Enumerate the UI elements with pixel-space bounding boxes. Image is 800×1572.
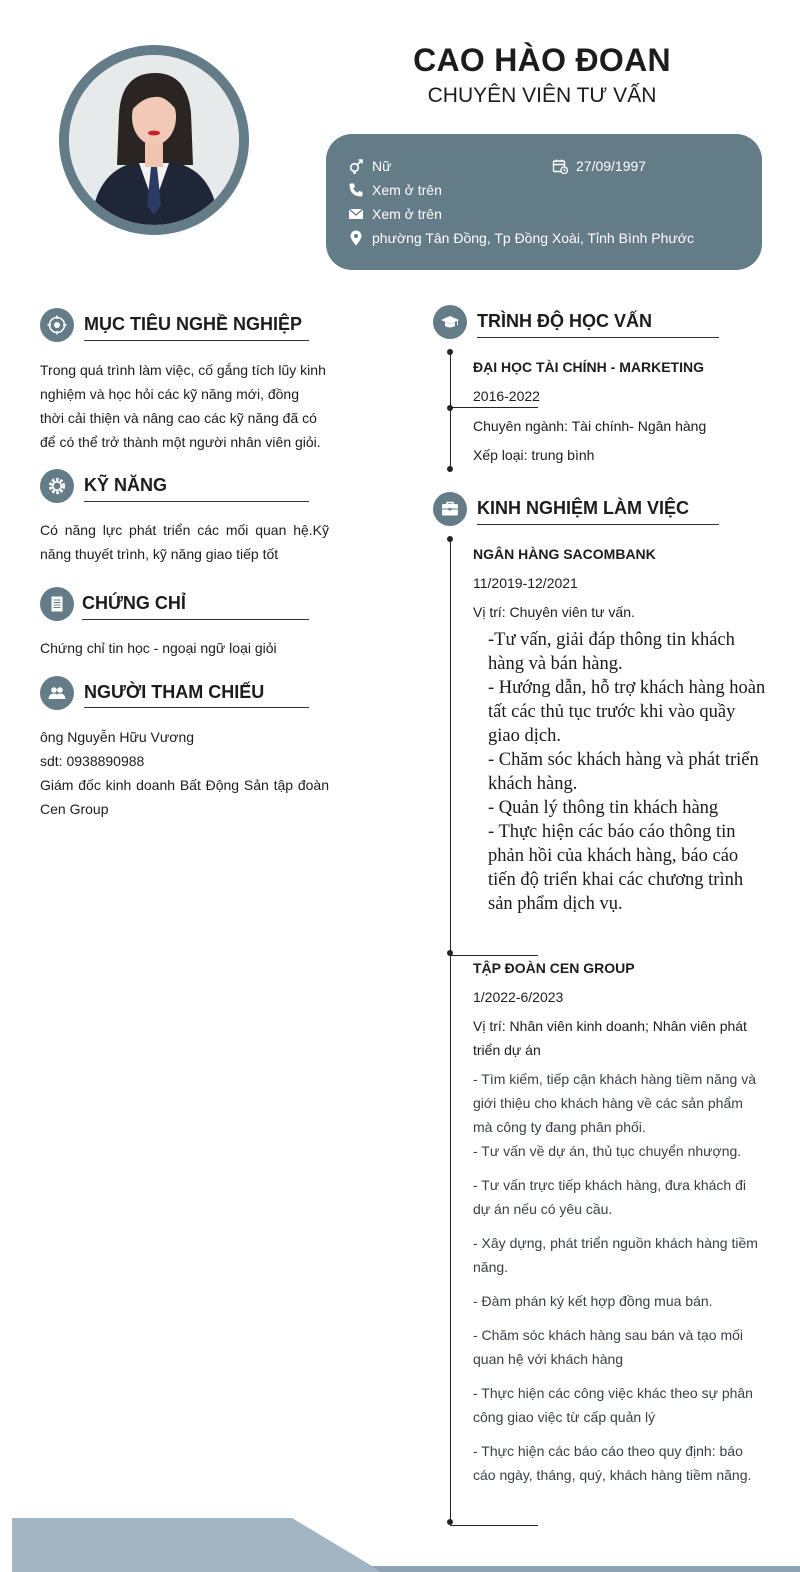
job-description-line: khách hàng. [488,774,578,794]
timeline-dot [447,466,453,472]
dob-row [552,156,646,176]
objective-line: để có thể trở thành một người nhân viên giỏi. [40,434,321,450]
job-description-line: - Hướng dẫn, hỗ trợ khách hàng hoàn [488,678,766,698]
contact-box [326,134,762,270]
job-duty [473,1439,783,1487]
job-duty-line: năng. [473,1259,509,1275]
gear-icon [47,476,67,496]
certificates-icon-badge [40,587,74,621]
skills-underline [84,501,309,502]
email-row [348,204,442,224]
timeline-connector [450,955,538,956]
job-duty-line: - Xây dựng, phát triển nguồn khách hàng tiềm [473,1235,758,1251]
job-duty-line: - Thực hiện các công việc khác theo sự phân [473,1385,753,1401]
certificates-title: CHỨNG CHỈ [82,593,186,613]
dob-value: 27/09/1997 [576,158,647,174]
job-duty-line: cáo ngày, tháng, quý, khách hàng tiềm năng. [473,1467,752,1483]
job-duty [473,1139,773,1163]
job-company: TẬP ĐOÀN CEN GROUP [473,960,635,976]
objective-icon-badge [40,308,74,342]
calendar-icon [552,158,568,174]
mail-icon [348,206,364,222]
timeline-dot [447,405,453,411]
job-duty [473,1173,773,1221]
job-period: 1/2022-6/2023 [473,989,564,1005]
job-description-line: hàng và bán hàng. [488,654,623,674]
job-duty-line: quan hệ với khách hàng [473,1351,624,1367]
job-description-line: tiến độ triển khai các chương trình [488,870,744,890]
job-duty [473,1067,773,1139]
job-duty-line: giới thiệu cho khách hàng về các sản phẩm [473,1095,743,1111]
location-pin-icon [348,230,364,246]
job-duty-line: - Tìm kiếm, tiếp cận khách hàng tiềm năng và [473,1071,756,1087]
education-period: 2016-2022 [473,388,540,404]
document-icon [47,594,67,614]
job-description-line: giao dịch. [488,726,561,746]
experience-title: KINH NGHIỆM LÀM VIỆC [477,498,690,518]
candidate-name: CAO HÀO ĐOAN [413,42,671,78]
objective-line: nghiệm và học hỏi các kỹ năng mới, đồng [40,386,299,402]
objective-title: MỤC TIÊU NGHỀ NGHIỆP [84,314,303,334]
objective-line: Trong quá trình làm việc, cố gắng tích lũy kinh [40,362,326,378]
experience-timeline [450,539,451,1522]
skills-title: KỸ NĂNG [84,475,168,495]
job-duty [473,1381,773,1429]
phone-icon [348,182,364,198]
job-description-line: phản hồi của khách hàng, báo cáo [488,846,739,866]
school-name: ĐẠI HỌC TÀI CHÍNH - MARKETING [473,359,704,375]
job-position [473,1014,773,1062]
portrait-illustration [69,55,239,225]
objective-text [40,358,340,454]
job-duty [473,1289,773,1313]
job-position-line: triển dự án [473,1042,541,1058]
job-duty-line: - Đàm phán ký kết hợp đồng mua bán. [473,1293,713,1309]
address-row [348,228,694,248]
phone-row [348,180,442,200]
job-description-line: - Chăm sóc khách hàng và phát triển [488,750,759,770]
job-description-line: - Quản lý thông tin khách hàng [488,798,719,818]
job-description-line: -Tư vấn, giải đáp thông tin khách [488,630,735,650]
education-icon-badge [433,305,467,339]
graduation-cap-icon [440,312,460,332]
experience-icon-badge [433,492,467,526]
target-icon [47,315,67,335]
job-period: 11/2019-12/2021 [473,575,578,591]
experience-underline [477,524,719,525]
job-duty [473,1231,773,1279]
certificates-underline [82,619,309,620]
references-text [40,725,329,821]
timeline-dot [447,349,453,355]
job-duty-line: - Thực hiện các báo cáo theo quy định: báo [473,1443,743,1459]
education-title: TRÌNH ĐỘ HỌC VẤN [477,311,652,331]
skills-icon-badge [40,469,74,503]
education-timeline [450,352,451,470]
phone-value[interactable]: Xem ở trên [372,182,442,198]
candidate-role: CHUYÊN VIÊN TƯ VẤN [427,84,657,107]
job-company: NGÂN HÀNG SACOMBANK [473,546,656,562]
certificates-text: Chứng chỉ tin học - ngoại ngữ loại giỏi [40,640,277,656]
email-value[interactable]: Xem ở trên [372,206,442,222]
references-title: NGƯỜI THAM CHIẾU [84,682,265,702]
skills-text: Có năng lực phát triển các mối quan hệ.Kỹ năng thuyết trình, kỹ năng giao tiếp tốt [40,522,329,562]
address-value: phường Tân Đồng, Tp Đồng Xoài, Tỉnh Bình Phước [372,230,694,246]
references-underline [84,707,309,708]
job-position-line: Vị trí: Nhân viên kinh doanh; Nhân viên phát [473,1018,747,1034]
gender-row [348,156,391,176]
gender-value: Nữ [372,158,392,174]
reference-position: Giám đốc kinh doanh Bất Động Sản tập đoàn Cen Group [40,777,329,817]
job-duty-line: dự án nếu có yêu cầu. [473,1201,613,1217]
job-duty-line: mà công ty đang phân phối. [473,1119,646,1135]
job-position: Vị trí: Chuyên viên tư vấn. [473,604,635,620]
job-duty-line: - Tư vấn trực tiếp khách hàng, đưa khách đi [473,1177,746,1193]
reference-phone: sdt: 0938890988 [40,753,145,769]
objective-line: thời cải thiện và nâng cao các kỹ năng đã có [40,410,317,426]
references-icon-badge [40,676,74,710]
job-duty-line: công giao việc từ cấp quản lý [473,1409,656,1425]
education-rank: Xếp loại: trung bình [473,447,595,463]
reference-name: ông Nguyễn Hữu Vương [40,729,195,745]
job-duty-line: - Chăm sóc khách hàng sau bán và tạo mối [473,1327,744,1343]
footer-decoration [8,1518,800,1572]
objective-underline [84,340,309,341]
job-duty [473,1323,773,1371]
education-major: Chuyên ngành: Tài chính- Ngân hàng [473,418,707,434]
gender-icon [348,158,364,174]
job-description-line: sản phẩm dịch vụ. [488,894,623,914]
avatar [69,55,239,225]
job-description-line: tất các thủ tục trước khi vào quầy [488,702,736,722]
education-underline [477,337,719,338]
people-icon [47,683,67,703]
briefcase-icon [440,499,460,519]
timeline-dot [447,536,453,542]
job-description [488,628,778,916]
job-duty-line: - Tư vấn về dự án, thủ tục chuyển nhượng. [473,1143,742,1159]
job-description-line: - Thực hiện các báo cáo thông tin [488,822,736,842]
